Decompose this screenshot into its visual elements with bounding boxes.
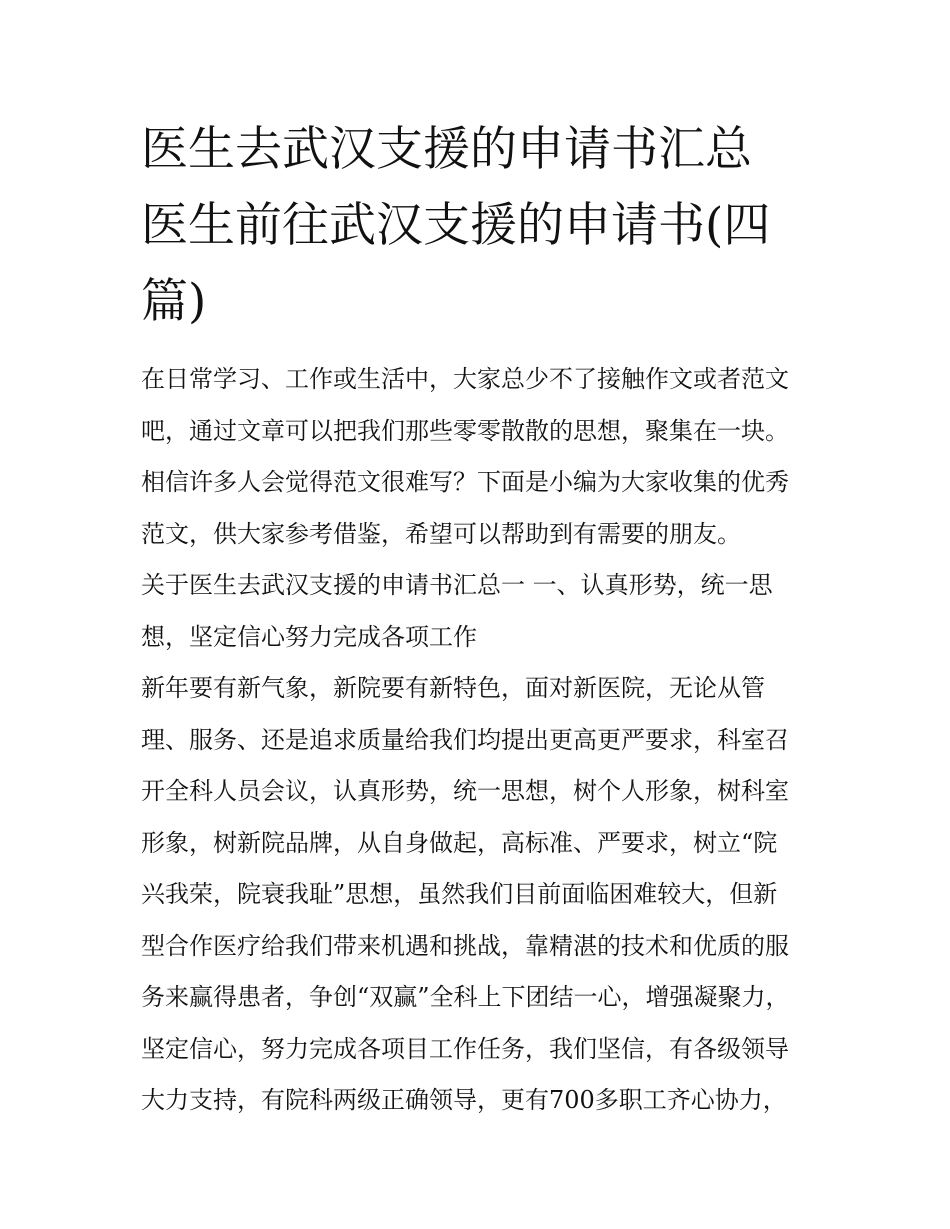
text-line: 形象，树新院品牌，从自身做起，高标准、严要求，树立“院 <box>141 828 778 857</box>
text-line: 范文，供大家参考借鉴，希望可以帮助到有需要的朋友。 <box>141 519 741 548</box>
text-line: 吧，通过文章可以把我们那些零零散散的思想，聚集在一块。 <box>141 416 789 445</box>
text-line: 坚定信心，努力完成各项目工作任务，我们坚信，有各级领导 <box>141 1034 789 1063</box>
text-line: 型合作医疗给我们带来机遇和挑战，靠精湛的技术和优质的服 <box>141 931 789 960</box>
text-line: 想，坚定信心努力完成各项工作 <box>141 622 477 651</box>
intro-paragraph <box>141 354 813 560</box>
text-line: 理、服务、还是追求质量给我们均提出更高更严要求，科室召 <box>141 725 789 754</box>
title-line: 医生前往武汉支援的申请书(四 <box>141 198 771 253</box>
document-body <box>141 354 813 1127</box>
text-line: 相信许多人会觉得范文很难写？下面是小编为大家收集的优秀 <box>141 468 789 496</box>
body-paragraph <box>141 663 813 1127</box>
text-line: 务来赢得患者，争创“双赢”全科上下团结一心，增强凝聚力， <box>141 983 790 1011</box>
title-line: 篇) <box>141 274 207 329</box>
text-line: 关于医生去武汉支援的申请书汇总一 一、认真形势，统一思 <box>141 571 773 599</box>
text-line: 大力支持，有院科两级正确领导，更有700多职工齐心协力， <box>141 1086 787 1114</box>
section-heading-paragraph <box>141 560 813 663</box>
document-content <box>141 112 813 1127</box>
title-line: 医生去武汉支援的申请书汇总 <box>141 122 752 177</box>
text-line: 新年要有新气象，新院要有新特色，面对新医院，无论从管 <box>141 674 765 702</box>
text-line: 在日常学习、工作或生活中，大家总少不了接触作文或者范文 <box>141 365 789 393</box>
document-title <box>141 112 813 340</box>
text-line: 兴我荣，院衰我耻”思想，虽然我们目前面临困难较大，但新 <box>141 880 778 908</box>
text-line: 开全科人员会议，认真形势，统一思想，树个人形象，树科室 <box>141 777 789 805</box>
